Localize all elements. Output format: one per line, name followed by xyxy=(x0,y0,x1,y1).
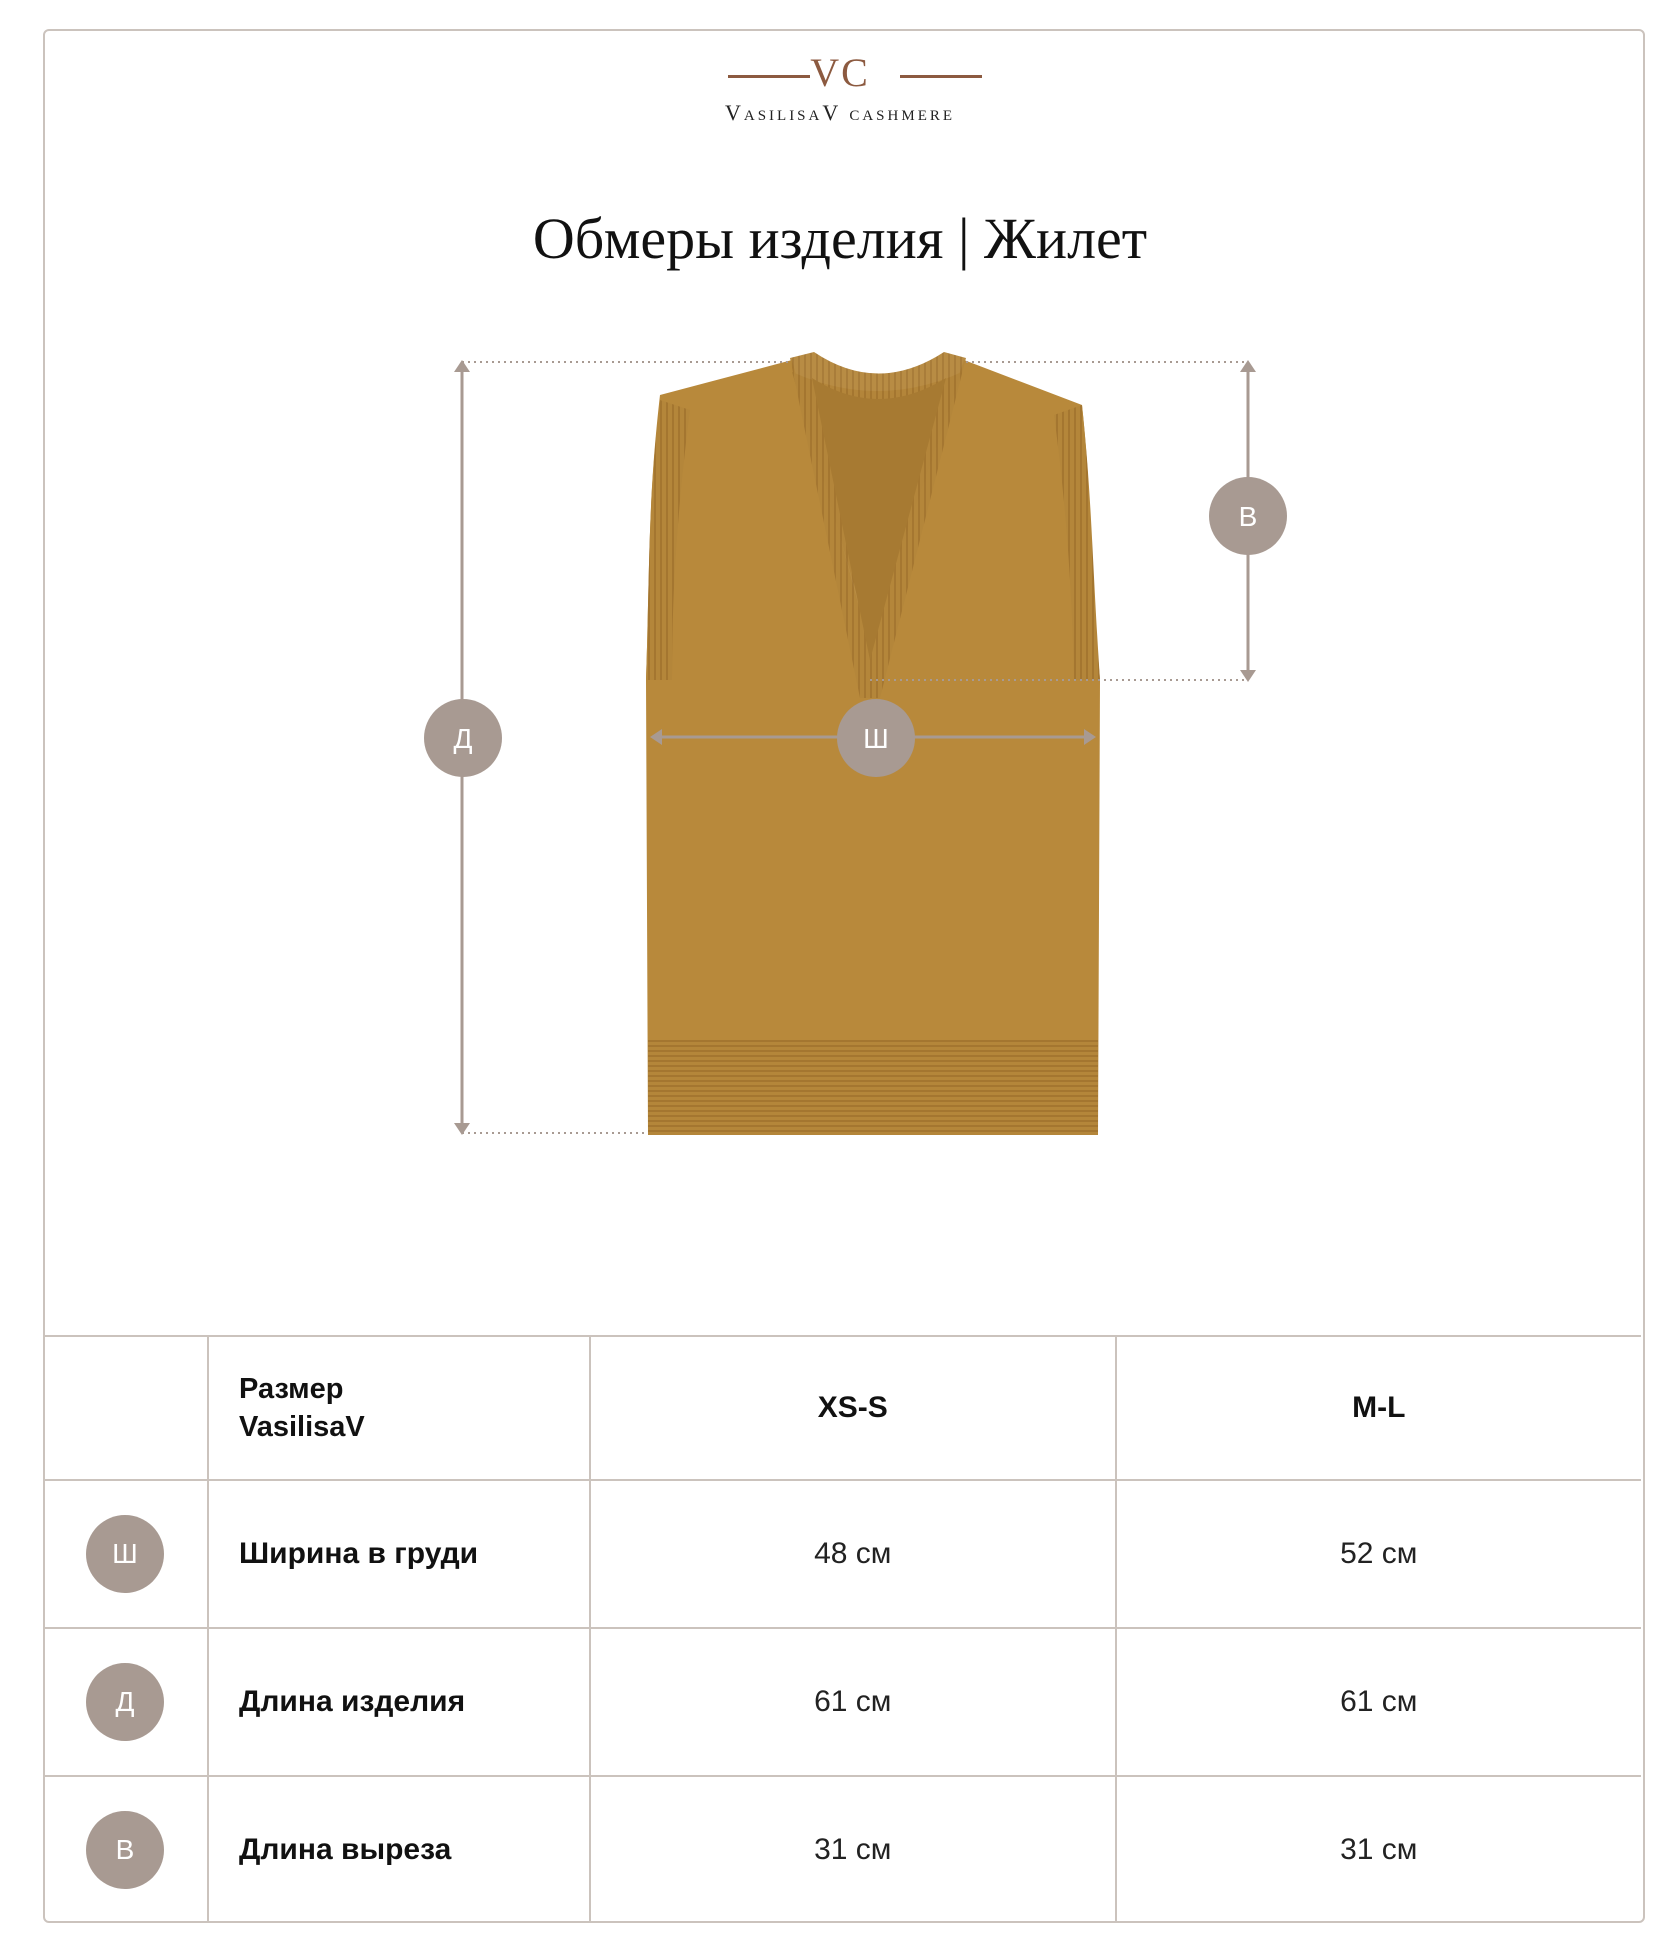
page-title: Обмеры изделия | Жилет xyxy=(532,206,1148,271)
brand-name: VasilisaV cashmere xyxy=(724,100,956,125)
header-size-m-l: M-L xyxy=(1116,1336,1642,1480)
chest-width-marker: Ш xyxy=(86,1515,164,1593)
row-marker-cell xyxy=(43,1776,208,1923)
chest-width-label: Ширина в груди xyxy=(239,1537,479,1570)
header-size-label xyxy=(208,1336,590,1480)
row-label-cell xyxy=(208,1776,590,1923)
table-row-length xyxy=(43,1628,1641,1776)
chest-width-xs-s: 48 см xyxy=(590,1480,1116,1628)
length-xs-s: 61 см xyxy=(590,1628,1116,1776)
measurements-table xyxy=(43,1335,1641,1923)
length-row-marker: Д xyxy=(86,1663,164,1741)
row-label-cell xyxy=(208,1628,590,1776)
table-row-neckline xyxy=(43,1776,1641,1923)
width-marker-label: Ш xyxy=(863,723,889,754)
length-arrow-head-top xyxy=(454,360,470,372)
chest-width-m-l: 52 см xyxy=(1116,1480,1642,1628)
length-marker-label: Д xyxy=(453,723,473,754)
length-arrow-head-bottom xyxy=(454,1123,470,1135)
table-row-chest-width xyxy=(43,1480,1641,1628)
header-label-line1: Размер xyxy=(239,1373,344,1405)
neckline-marker-label: В xyxy=(1238,501,1258,532)
neckline-m-l: 31 см xyxy=(1116,1776,1642,1923)
logo-monogram: VC xyxy=(810,50,870,95)
header-empty-cell xyxy=(43,1336,208,1480)
neckline-row-marker: В xyxy=(86,1811,164,1889)
neckline-label: Длина выреза xyxy=(239,1833,452,1866)
header-label-line2: VasilisaV xyxy=(239,1411,365,1443)
row-marker-cell xyxy=(43,1480,208,1628)
vest-hem-rib xyxy=(648,1040,1098,1135)
row-label-cell xyxy=(208,1480,590,1628)
header-size-xs-s: XS-S xyxy=(590,1336,1116,1480)
length-label: Длина изделия xyxy=(239,1685,466,1718)
row-marker-cell xyxy=(43,1628,208,1776)
length-m-l: 61 см xyxy=(1116,1628,1642,1776)
neckline-xs-s: 31 см xyxy=(590,1776,1116,1923)
table-header-row xyxy=(43,1336,1641,1480)
